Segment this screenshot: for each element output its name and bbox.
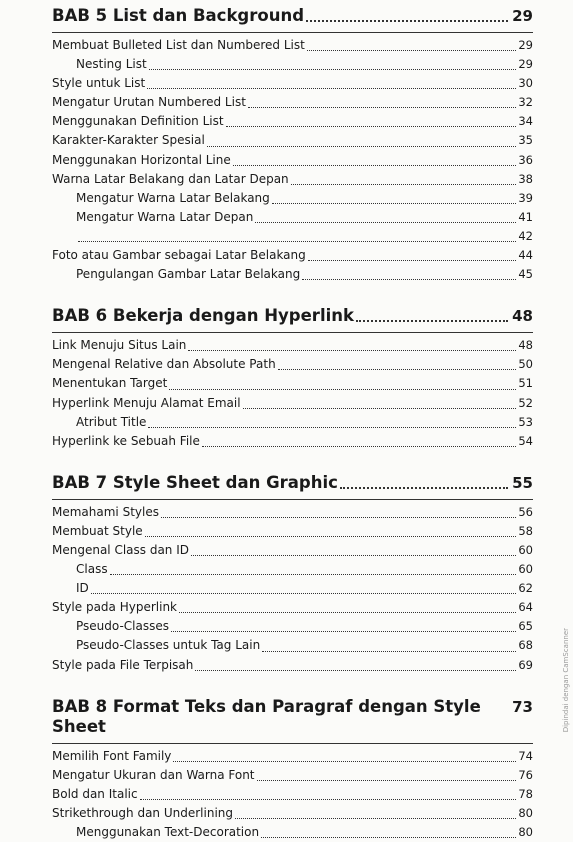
- chapter-heading: [52, 473, 533, 500]
- leader-dots: [308, 260, 517, 261]
- chapter-7: [52, 473, 533, 675]
- chapter-8: [52, 697, 533, 842]
- entry-page: 74: [518, 748, 533, 763]
- toc-subentry: [52, 579, 533, 598]
- leader-dots: [149, 69, 517, 70]
- leader-dots: [340, 487, 508, 489]
- toc-subentry: [52, 55, 533, 74]
- entry-label: Mengatur Warna Latar Depan: [76, 209, 254, 224]
- entry-label: Menggunakan Definition List: [52, 114, 224, 129]
- scanner-watermark: Dipindai dengan CamScanner: [562, 628, 570, 733]
- entry-label: Bold dan Italic: [52, 786, 138, 801]
- entry-page: 76: [518, 767, 533, 782]
- leader-dots: [188, 350, 516, 351]
- leader-dots: [161, 517, 516, 518]
- toc-entry: [52, 522, 533, 541]
- entry-label: Menentukan Target: [52, 376, 168, 391]
- chapter-page: 48: [512, 307, 533, 326]
- chapter-page: 29: [512, 7, 533, 25]
- leader-dots: [306, 20, 508, 22]
- chapter-6: [52, 306, 533, 451]
- entry-page: 44: [518, 248, 533, 263]
- leader-dots: [202, 446, 516, 447]
- chapter-heading: [52, 6, 533, 33]
- toc-subentry: [52, 265, 533, 284]
- toc-entry: [52, 503, 533, 522]
- entry-page: 41: [518, 209, 533, 224]
- entry-label: Mengenal Relative dan Absolute Path: [52, 357, 276, 372]
- entry-page: 78: [518, 786, 533, 801]
- toc-entry: [52, 394, 533, 413]
- toc-entry: [52, 74, 533, 93]
- leader-dots: [169, 389, 516, 390]
- entry-label: Hyperlink ke Sebuah File: [52, 433, 200, 448]
- entry-page: 48: [518, 338, 533, 353]
- toc-subentry: [52, 413, 533, 432]
- entry-label: Hyperlink Menuju Alamat Email: [52, 395, 241, 410]
- entry-page: 34: [518, 114, 533, 129]
- leader-dots: [110, 574, 517, 575]
- entry-label: Style pada Hyperlink: [52, 600, 177, 615]
- chapter-title: BAB 8 Format Teks dan Paragraf dengan Style Sheet: [52, 696, 481, 736]
- leader-dots: [173, 761, 516, 762]
- entry-label: Nesting List: [76, 57, 147, 72]
- entry-label: Pseudo-Classes untuk Tag Lain: [76, 638, 261, 653]
- entry-label: Class: [76, 562, 108, 577]
- entry-label: Membuat Bulleted List dan Numbered List: [52, 38, 305, 52]
- entry-label: Memilih Font Family: [52, 748, 172, 763]
- entry-label: Mengatur Warna Latar Belakang: [76, 190, 270, 205]
- toc-entry: [52, 170, 533, 189]
- toc-entry: [52, 432, 533, 451]
- leader-dots: [243, 408, 517, 409]
- toc-entry: [52, 112, 533, 131]
- toc-subentry: [52, 617, 533, 636]
- entry-label: Mengatur Urutan Numbered List: [52, 95, 246, 110]
- entry-page: 60: [518, 562, 533, 577]
- chapter-page: 55: [512, 473, 533, 492]
- leader-dots: [226, 126, 517, 127]
- entry-page: 69: [518, 657, 533, 672]
- toc-entry: [52, 246, 533, 265]
- leader-dots: [248, 107, 516, 108]
- leader-dots: [291, 184, 517, 185]
- entry-page: 36: [518, 152, 533, 167]
- entry-label: Karakter-Karakter Spesial: [52, 133, 205, 148]
- entry-label: Atribut Title: [76, 414, 147, 429]
- leader-dots: [307, 50, 517, 51]
- leader-dots: [278, 369, 517, 370]
- toc-entry: [52, 785, 533, 804]
- leader-dots: [261, 837, 516, 838]
- entry-page: 50: [518, 357, 533, 372]
- entry-page: 56: [518, 504, 533, 519]
- toc-subentry: [52, 227, 533, 246]
- entry-page: 45: [518, 267, 533, 282]
- leader-dots: [302, 279, 516, 280]
- leader-dots: [148, 427, 516, 428]
- chapter-title: BAB 7 Style Sheet dan Graphic: [52, 472, 338, 492]
- leader-dots: [262, 651, 516, 652]
- leader-dots: [356, 320, 508, 322]
- entry-label: Warna Latar Belakang dan Latar Depan: [52, 171, 289, 186]
- leader-dots: [78, 241, 516, 242]
- toc-entry: [52, 541, 533, 560]
- chapter-title: BAB 6 Bekerja dengan Hyperlink: [52, 306, 354, 326]
- entry-page: 65: [518, 619, 533, 634]
- entry-page: 38: [518, 171, 533, 186]
- entry-page: 58: [518, 523, 533, 538]
- toc-subentry: [52, 208, 533, 227]
- leader-dots: [191, 555, 516, 556]
- toc-entry: [52, 374, 533, 393]
- toc-entry: [52, 131, 533, 150]
- leader-dots: [207, 146, 517, 147]
- entry-page: 29: [518, 57, 533, 72]
- leader-dots: [145, 536, 517, 537]
- entry-page: 80: [518, 825, 533, 839]
- entry-page: 53: [518, 414, 533, 429]
- entry-label: Menggunakan Horizontal Line: [52, 152, 231, 167]
- leader-dots: [147, 88, 516, 89]
- entry-label: Mengatur Ukuran dan Warna Font: [52, 767, 255, 782]
- entry-page: 62: [518, 581, 533, 596]
- leader-dots: [195, 670, 516, 671]
- toc-subentry: [52, 560, 533, 579]
- leader-dots: [235, 818, 516, 819]
- entry-label: Pseudo-Classes: [76, 619, 169, 634]
- leader-dots: [255, 222, 516, 223]
- entry-page: 54: [518, 433, 533, 448]
- chapter-heading: [52, 306, 533, 333]
- entry-label: Foto atau Gambar sebagai Latar Belakang: [52, 248, 306, 263]
- entry-label: Strikethrough dan Underlining: [52, 805, 234, 820]
- toc-subentry: [52, 189, 533, 208]
- toc-subentry: [52, 823, 533, 842]
- leader-dots: [272, 203, 517, 204]
- chapter-page: 73: [512, 697, 533, 716]
- entry-page: 29: [518, 38, 533, 52]
- chapter-5: [52, 0, 533, 284]
- toc-subentry: [52, 636, 533, 655]
- entry-page: 39: [518, 190, 533, 205]
- toc-entry: [52, 656, 533, 675]
- entry-label: Menggunakan Text-Decoration: [76, 825, 260, 839]
- entry-page: 42: [518, 228, 533, 243]
- toc-entry: [52, 804, 533, 823]
- table-of-contents: [52, 0, 533, 842]
- entry-label: Memahami Styles: [52, 504, 159, 519]
- leader-dots: [179, 612, 516, 613]
- toc-entry: [52, 151, 533, 170]
- leader-dots: [257, 780, 517, 781]
- toc-entry: [52, 766, 533, 785]
- leader-dots: [233, 165, 517, 166]
- toc-entry: [52, 93, 533, 112]
- entry-label: Pengulangan Gambar Latar Belakang: [76, 267, 301, 282]
- entry-label: Style untuk List: [52, 76, 146, 91]
- entry-page: 32: [518, 95, 533, 110]
- toc-entry: [52, 598, 533, 617]
- entry-label: Membuat Style: [52, 523, 143, 538]
- toc-entry: [52, 355, 533, 374]
- toc-entry: [52, 336, 533, 355]
- entry-page: 30: [518, 76, 533, 91]
- leader-dots: [171, 631, 516, 632]
- entry-label: Style pada File Terpisah: [52, 657, 194, 672]
- entry-page: 35: [518, 133, 533, 148]
- entry-page: 52: [518, 395, 533, 410]
- entry-page: 51: [518, 376, 533, 391]
- entry-label: ID: [76, 581, 89, 596]
- leader-dots: [91, 593, 517, 594]
- toc-entry: [52, 747, 533, 766]
- entry-page: 80: [518, 805, 533, 820]
- chapter-heading: [52, 697, 533, 744]
- entry-page: 64: [518, 600, 533, 615]
- entry-page: 60: [518, 542, 533, 557]
- toc-entry: [52, 36, 533, 55]
- entry-label: Link Menuju Situs Lain: [52, 338, 187, 353]
- entry-label: Mengenal Class dan ID: [52, 542, 190, 557]
- chapter-title: BAB 5 List dan Background: [52, 6, 305, 25]
- entry-page: 68: [518, 638, 533, 653]
